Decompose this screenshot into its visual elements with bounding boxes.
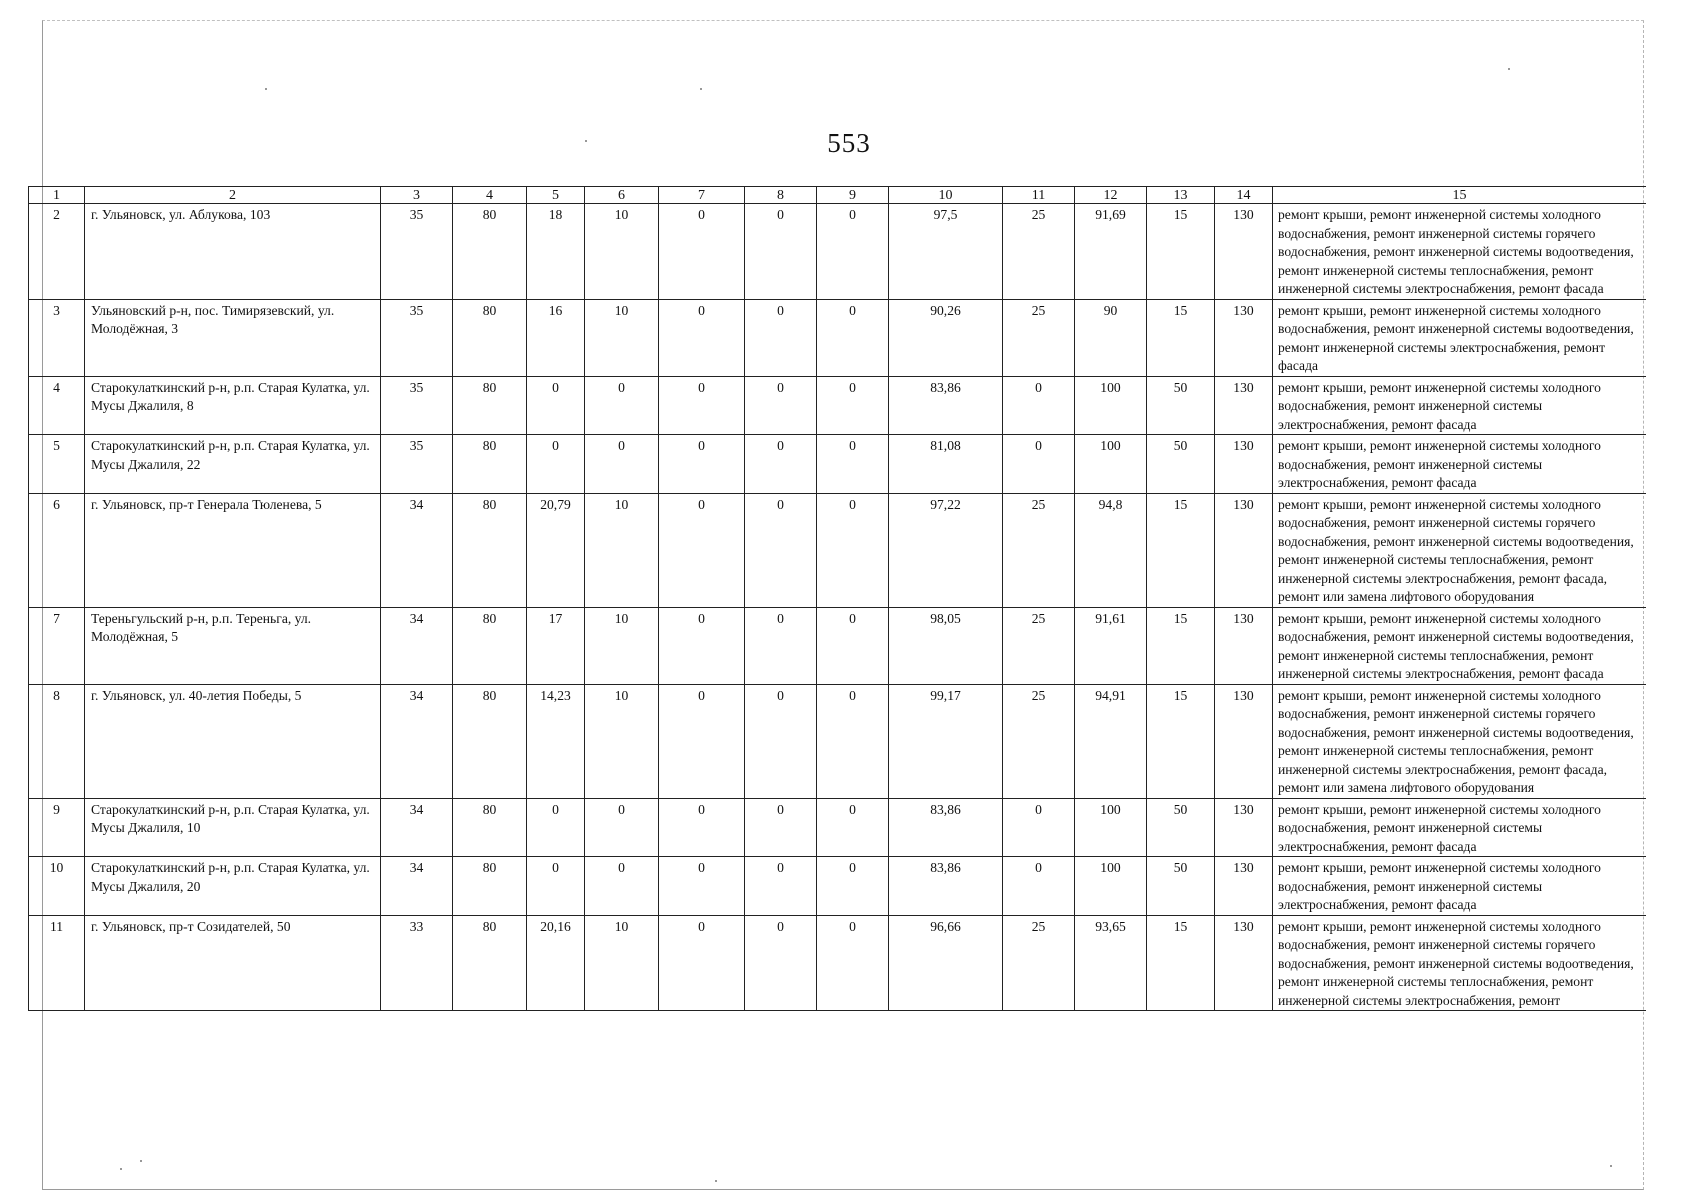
value-cell-9: 0	[817, 607, 889, 684]
value-cell-10: 90,26	[889, 299, 1003, 376]
table-row	[29, 204, 1647, 300]
address-cell: г. Ульяновск, ул. Аблукова, 103	[85, 204, 381, 300]
value-cell-4: 80	[453, 435, 527, 494]
value-cell-10: 83,86	[889, 798, 1003, 857]
column-header: 3	[381, 187, 453, 204]
column-header: 8	[745, 187, 817, 204]
value-cell-11: 0	[1003, 857, 1075, 916]
value-cell-13: 15	[1147, 915, 1215, 1011]
value-cell-8: 0	[745, 684, 817, 798]
value-cell-3: 34	[381, 857, 453, 916]
value-cell-10: 99,17	[889, 684, 1003, 798]
value-cell-7: 0	[659, 376, 745, 435]
value-cell-14: 130	[1215, 915, 1273, 1011]
address-cell: Старокулаткинский р-н, р.п. Старая Кулатка, ул. Мусы Джалиля, 10	[85, 798, 381, 857]
address-cell: Ульяновский р-н, пос. Тимирязевский, ул. Молодёжная, 3	[85, 299, 381, 376]
value-cell-8: 0	[745, 857, 817, 916]
value-cell-9: 0	[817, 435, 889, 494]
scan-speck	[120, 1168, 122, 1170]
value-cell-14: 130	[1215, 493, 1273, 607]
value-cell-7: 0	[659, 915, 745, 1011]
row-number-cell: 3	[29, 299, 85, 376]
value-cell-11: 0	[1003, 435, 1075, 494]
column-header: 7	[659, 187, 745, 204]
table-row	[29, 493, 1647, 607]
works-cell: ремонт крыши, ремонт инженерной системы холодного водоснабжения, ремонт инженерной системы электроснабжения, ремонт фасада	[1273, 435, 1647, 494]
address-cell: Тереньгульский р-н, р.п. Тереньга, ул. Молодёжная, 5	[85, 607, 381, 684]
value-cell-9: 0	[817, 493, 889, 607]
value-cell-3: 34	[381, 798, 453, 857]
value-cell-7: 0	[659, 435, 745, 494]
value-cell-6: 10	[585, 915, 659, 1011]
value-cell-5: 0	[527, 435, 585, 494]
column-header: 13	[1147, 187, 1215, 204]
value-cell-11: 25	[1003, 915, 1075, 1011]
works-cell: ремонт крыши, ремонт инженерной системы холодного водоснабжения, ремонт инженерной системы электроснабжения, ремонт фасада	[1273, 857, 1647, 916]
value-cell-14: 130	[1215, 684, 1273, 798]
value-cell-12: 100	[1075, 798, 1147, 857]
value-cell-13: 15	[1147, 204, 1215, 300]
column-header: 1	[29, 187, 85, 204]
address-cell: Старокулаткинский р-н, р.п. Старая Кулатка, ул. Мусы Джалиля, 22	[85, 435, 381, 494]
value-cell-10: 98,05	[889, 607, 1003, 684]
row-number-cell: 9	[29, 798, 85, 857]
value-cell-7: 0	[659, 299, 745, 376]
value-cell-5: 16	[527, 299, 585, 376]
value-cell-9: 0	[817, 376, 889, 435]
address-cell: г. Ульяновск, пр-т Созидателей, 50	[85, 915, 381, 1011]
value-cell-3: 33	[381, 915, 453, 1011]
value-cell-10: 96,66	[889, 915, 1003, 1011]
scan-speck	[140, 1160, 142, 1162]
table-row	[29, 299, 1647, 376]
row-number-cell: 7	[29, 607, 85, 684]
row-number-cell: 2	[29, 204, 85, 300]
value-cell-6: 0	[585, 857, 659, 916]
value-cell-9: 0	[817, 798, 889, 857]
scan-speck	[1508, 68, 1510, 70]
value-cell-13: 50	[1147, 376, 1215, 435]
value-cell-4: 80	[453, 204, 527, 300]
value-cell-9: 0	[817, 204, 889, 300]
scan-speck	[1610, 1165, 1612, 1167]
value-cell-13: 50	[1147, 435, 1215, 494]
scan-speck	[700, 88, 702, 90]
value-cell-12: 100	[1075, 857, 1147, 916]
value-cell-10: 81,08	[889, 435, 1003, 494]
value-cell-6: 0	[585, 376, 659, 435]
table-row	[29, 435, 1647, 494]
value-cell-8: 0	[745, 493, 817, 607]
table-container	[28, 186, 1646, 1146]
value-cell-5: 14,23	[527, 684, 585, 798]
value-cell-3: 34	[381, 493, 453, 607]
value-cell-14: 130	[1215, 376, 1273, 435]
value-cell-5: 20,16	[527, 915, 585, 1011]
works-cell: ремонт крыши, ремонт инженерной системы холодного водоснабжения, ремонт инженерной системы водоотведения, ремонт инженерной системы электроснабжения, ремонт фасада	[1273, 299, 1647, 376]
value-cell-3: 35	[381, 204, 453, 300]
row-number-cell: 8	[29, 684, 85, 798]
column-header: 14	[1215, 187, 1273, 204]
scan-speck	[715, 1180, 717, 1182]
column-header: 10	[889, 187, 1003, 204]
column-header: 12	[1075, 187, 1147, 204]
value-cell-13: 15	[1147, 684, 1215, 798]
value-cell-8: 0	[745, 915, 817, 1011]
value-cell-5: 0	[527, 857, 585, 916]
value-cell-10: 97,22	[889, 493, 1003, 607]
value-cell-10: 83,86	[889, 857, 1003, 916]
value-cell-9: 0	[817, 684, 889, 798]
value-cell-11: 25	[1003, 299, 1075, 376]
value-cell-14: 130	[1215, 204, 1273, 300]
value-cell-12: 100	[1075, 376, 1147, 435]
data-table	[28, 186, 1646, 1011]
table-row	[29, 798, 1647, 857]
value-cell-7: 0	[659, 684, 745, 798]
value-cell-13: 15	[1147, 607, 1215, 684]
column-header: 15	[1273, 187, 1647, 204]
value-cell-6: 10	[585, 299, 659, 376]
value-cell-5: 18	[527, 204, 585, 300]
value-cell-4: 80	[453, 684, 527, 798]
value-cell-3: 35	[381, 435, 453, 494]
column-header: 9	[817, 187, 889, 204]
address-cell: г. Ульяновск, пр-т Генерала Тюленева, 5	[85, 493, 381, 607]
value-cell-13: 15	[1147, 299, 1215, 376]
works-cell: ремонт крыши, ремонт инженерной системы холодного водоснабжения, ремонт инженерной системы горячего водоснабжения, ремонт инженерной системы водоотведения, ремонт инженерной системы теплоснабжения, ремонт инженерной системы электроснабжения, ремонт фасада, ремонт или замена лифтового оборудования	[1273, 493, 1647, 607]
value-cell-6: 10	[585, 684, 659, 798]
value-cell-11: 25	[1003, 204, 1075, 300]
value-cell-6: 10	[585, 607, 659, 684]
value-cell-12: 94,91	[1075, 684, 1147, 798]
value-cell-6: 10	[585, 493, 659, 607]
table-row	[29, 376, 1647, 435]
value-cell-12: 100	[1075, 435, 1147, 494]
value-cell-12: 91,69	[1075, 204, 1147, 300]
value-cell-11: 25	[1003, 684, 1075, 798]
value-cell-13: 50	[1147, 798, 1215, 857]
value-cell-8: 0	[745, 435, 817, 494]
value-cell-3: 34	[381, 607, 453, 684]
column-header: 6	[585, 187, 659, 204]
value-cell-9: 0	[817, 915, 889, 1011]
value-cell-7: 0	[659, 204, 745, 300]
value-cell-8: 0	[745, 204, 817, 300]
value-cell-12: 94,8	[1075, 493, 1147, 607]
column-header: 4	[453, 187, 527, 204]
value-cell-12: 93,65	[1075, 915, 1147, 1011]
address-cell: Старокулаткинский р-н, р.п. Старая Кулатка, ул. Мусы Джалиля, 20	[85, 857, 381, 916]
value-cell-4: 80	[453, 857, 527, 916]
row-number-cell: 6	[29, 493, 85, 607]
row-number-cell: 10	[29, 857, 85, 916]
value-cell-13: 15	[1147, 493, 1215, 607]
value-cell-8: 0	[745, 376, 817, 435]
value-cell-5: 0	[527, 376, 585, 435]
works-cell: ремонт крыши, ремонт инженерной системы холодного водоснабжения, ремонт инженерной системы горячего водоснабжения, ремонт инженерной системы водоотведения, ремонт инженерной системы теплоснабжения, ремонт инженерной системы электроснабжения, ремонт	[1273, 915, 1647, 1011]
column-header: 5	[527, 187, 585, 204]
value-cell-10: 83,86	[889, 376, 1003, 435]
value-cell-12: 90	[1075, 299, 1147, 376]
value-cell-7: 0	[659, 857, 745, 916]
table-row	[29, 607, 1647, 684]
value-cell-11: 25	[1003, 493, 1075, 607]
value-cell-5: 0	[527, 798, 585, 857]
page-number: 553	[827, 128, 871, 158]
value-cell-11: 0	[1003, 376, 1075, 435]
value-cell-3: 35	[381, 299, 453, 376]
value-cell-10: 97,5	[889, 204, 1003, 300]
works-cell: ремонт крыши, ремонт инженерной системы холодного водоснабжения, ремонт инженерной системы горячего водоснабжения, ремонт инженерной системы водоотведения, ремонт инженерной системы теплоснабжения, ремонт инженерной системы электроснабжения, ремонт фасада	[1273, 204, 1647, 300]
value-cell-8: 0	[745, 798, 817, 857]
value-cell-6: 0	[585, 798, 659, 857]
column-header: 2	[85, 187, 381, 204]
row-number-cell: 4	[29, 376, 85, 435]
works-cell: ремонт крыши, ремонт инженерной системы холодного водоснабжения, ремонт инженерной системы водоотведения, ремонт инженерной системы теплоснабжения, ремонт инженерной системы электроснабжения, ремонт фасада	[1273, 607, 1647, 684]
value-cell-14: 130	[1215, 299, 1273, 376]
header-row	[29, 187, 1647, 204]
value-cell-6: 10	[585, 204, 659, 300]
value-cell-8: 0	[745, 299, 817, 376]
value-cell-5: 20,79	[527, 493, 585, 607]
table-row	[29, 915, 1647, 1011]
value-cell-11: 0	[1003, 798, 1075, 857]
value-cell-4: 80	[453, 299, 527, 376]
column-header: 11	[1003, 187, 1075, 204]
value-cell-14: 130	[1215, 857, 1273, 916]
value-cell-4: 80	[453, 607, 527, 684]
value-cell-14: 130	[1215, 798, 1273, 857]
value-cell-4: 80	[453, 493, 527, 607]
value-cell-6: 0	[585, 435, 659, 494]
value-cell-13: 50	[1147, 857, 1215, 916]
row-number-cell: 11	[29, 915, 85, 1011]
value-cell-11: 25	[1003, 607, 1075, 684]
value-cell-9: 0	[817, 299, 889, 376]
value-cell-3: 35	[381, 376, 453, 435]
value-cell-7: 0	[659, 493, 745, 607]
address-cell: Старокулаткинский р-н, р.п. Старая Кулатка, ул. Мусы Джалиля, 8	[85, 376, 381, 435]
value-cell-3: 34	[381, 684, 453, 798]
value-cell-12: 91,61	[1075, 607, 1147, 684]
table-body	[29, 204, 1647, 1011]
scan-speck	[265, 88, 267, 90]
value-cell-4: 80	[453, 798, 527, 857]
value-cell-7: 0	[659, 798, 745, 857]
value-cell-4: 80	[453, 915, 527, 1011]
table-row	[29, 857, 1647, 916]
works-cell: ремонт крыши, ремонт инженерной системы холодного водоснабжения, ремонт инженерной системы электроснабжения, ремонт фасада	[1273, 798, 1647, 857]
value-cell-7: 0	[659, 607, 745, 684]
value-cell-14: 130	[1215, 435, 1273, 494]
works-cell: ремонт крыши, ремонт инженерной системы холодного водоснабжения, ремонт инженерной системы горячего водоснабжения, ремонт инженерной системы водоотведения, ремонт инженерной системы теплоснабжения, ремонт инженерной системы электроснабжения, ремонт фасада, ремонт или замена лифтового оборудования	[1273, 684, 1647, 798]
value-cell-5: 17	[527, 607, 585, 684]
value-cell-8: 0	[745, 607, 817, 684]
table-row	[29, 684, 1647, 798]
address-cell: г. Ульяновск, ул. 40-летия Победы, 5	[85, 684, 381, 798]
value-cell-14: 130	[1215, 607, 1273, 684]
works-cell: ремонт крыши, ремонт инженерной системы холодного водоснабжения, ремонт инженерной системы электроснабжения, ремонт фасада	[1273, 376, 1647, 435]
row-number-cell: 5	[29, 435, 85, 494]
value-cell-9: 0	[817, 857, 889, 916]
value-cell-4: 80	[453, 376, 527, 435]
